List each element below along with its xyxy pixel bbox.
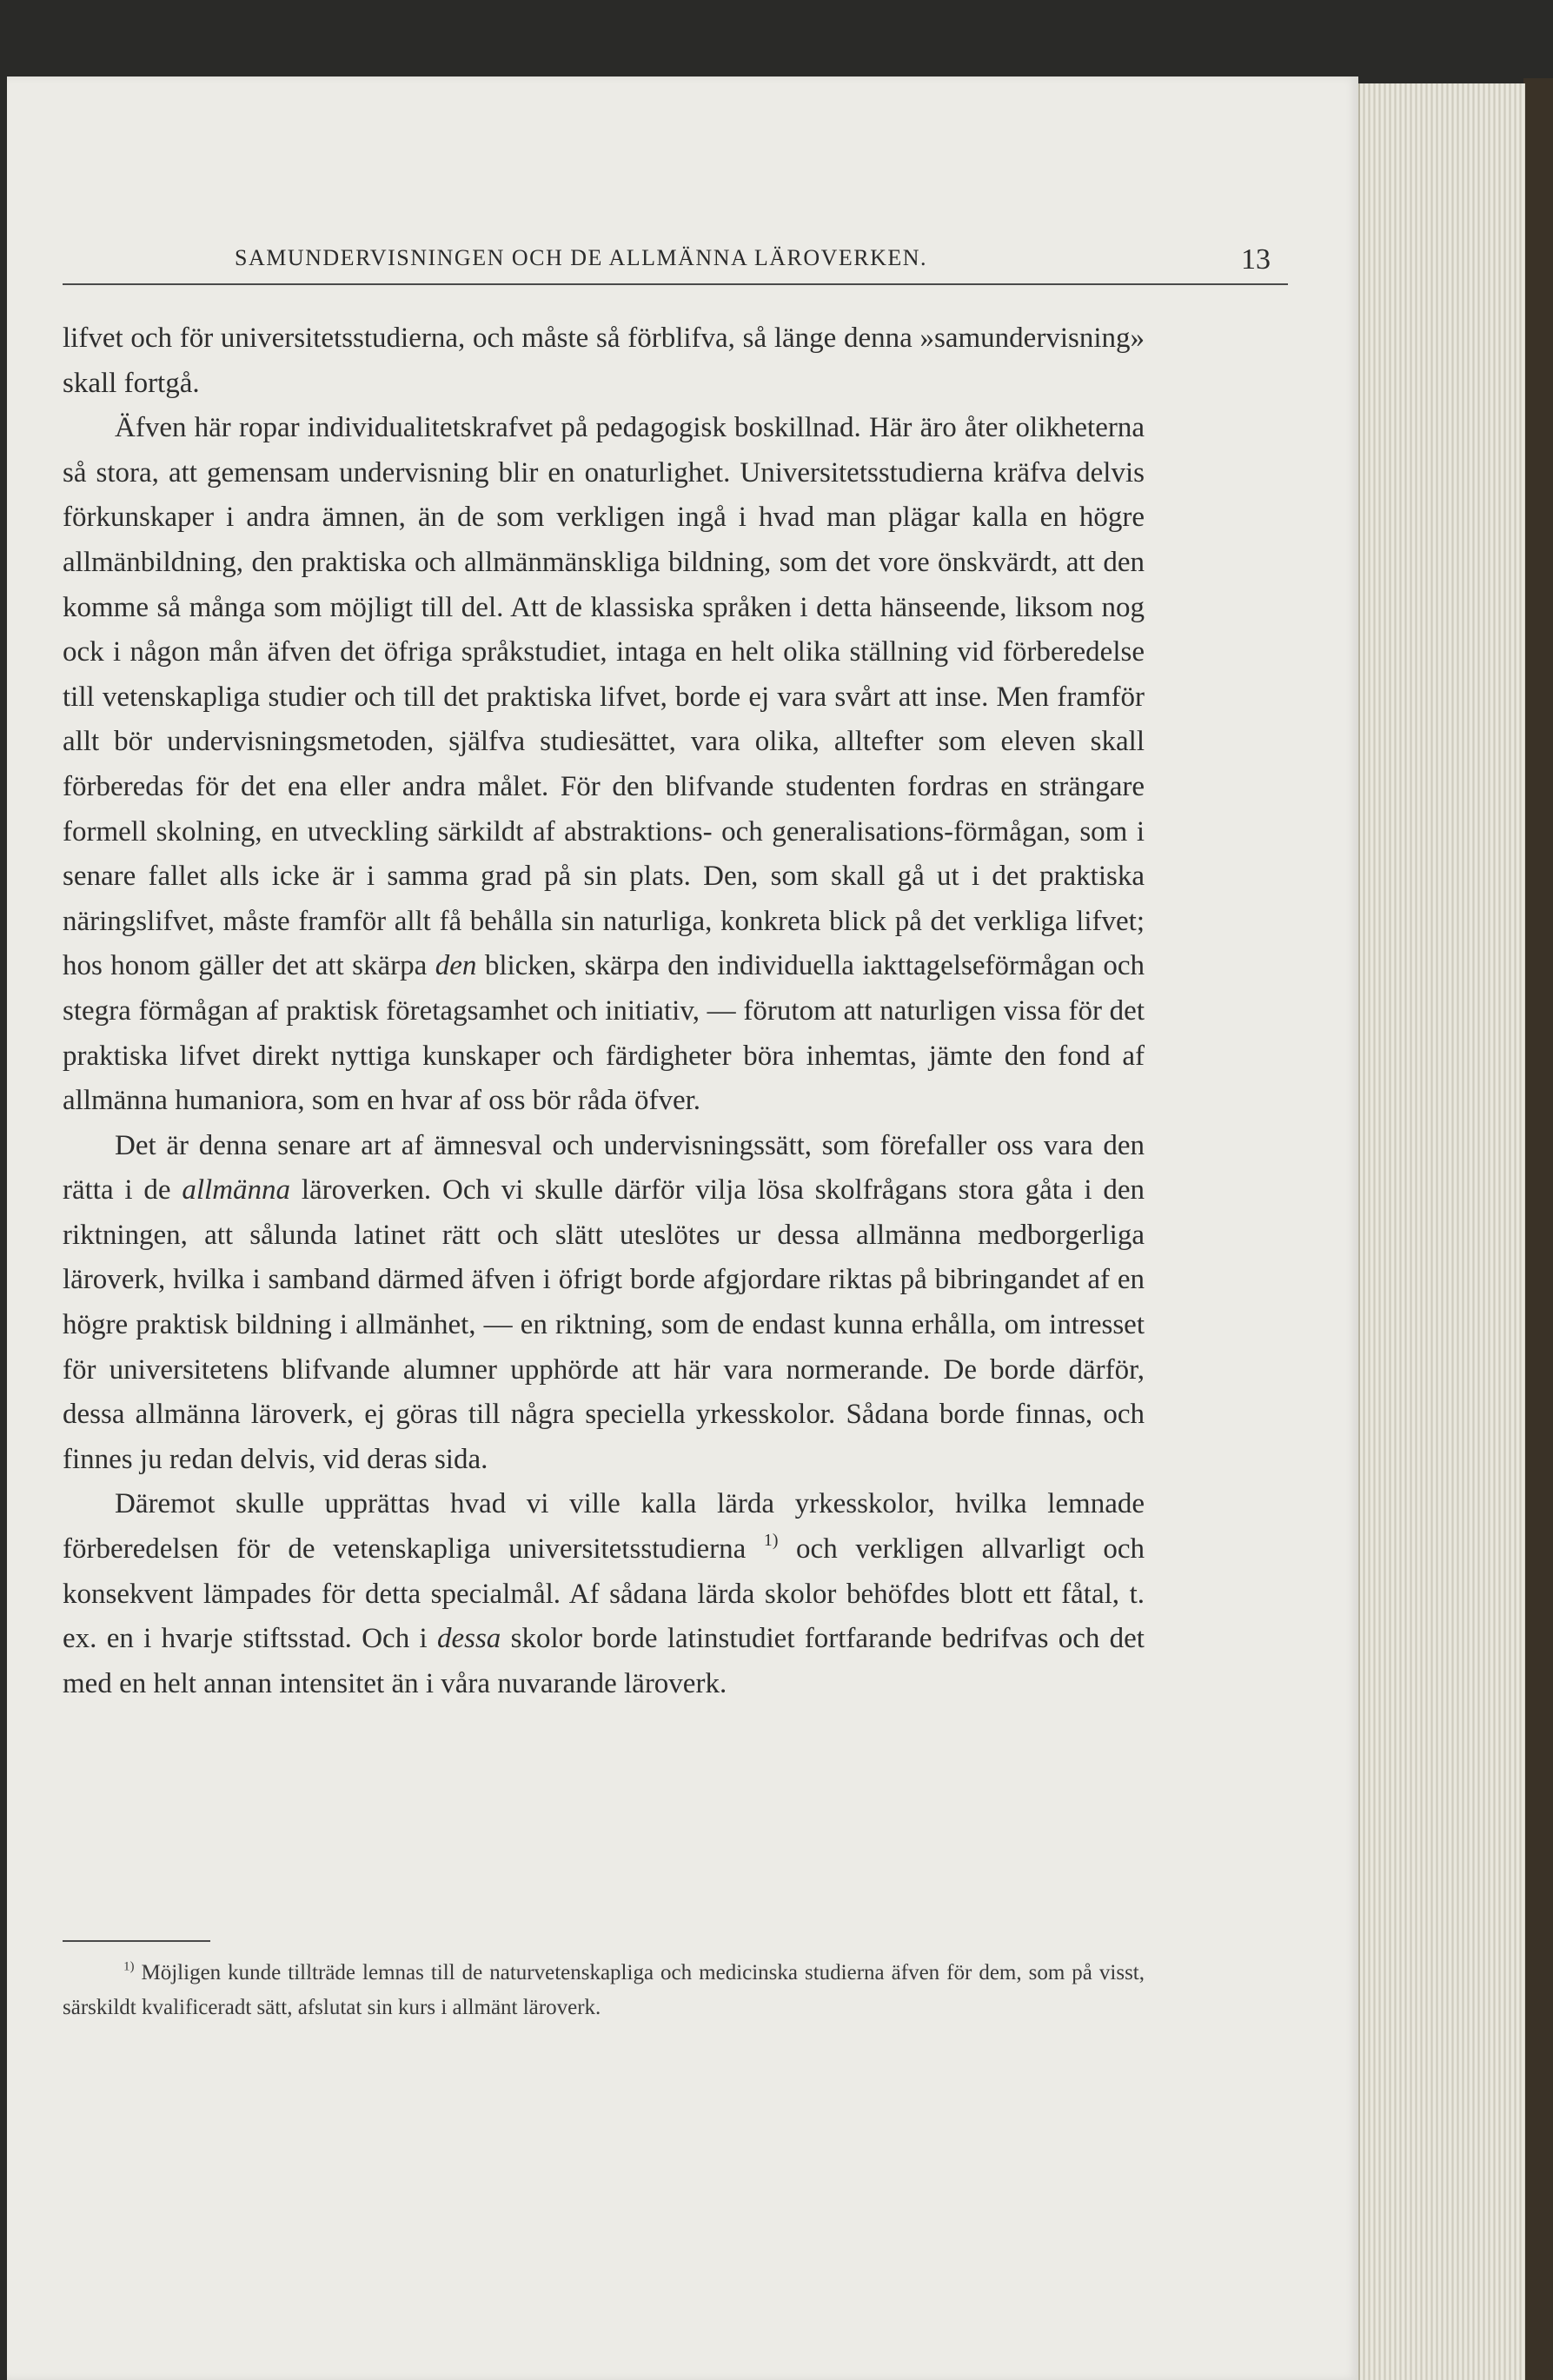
footnote-marker: 1) — [123, 1959, 135, 1974]
page-number: 13 — [1241, 243, 1271, 276]
italic-emphasis: den — [435, 950, 477, 982]
paragraph-text: skolor borde latinstudiet fortfarande bedrifvas och det med en helt annan intensitet än i våra nuvarande läroverk. — [63, 1623, 1145, 1699]
footnote-rule — [63, 1940, 210, 1942]
paragraph-text: Det är denna senare art af ämnesval och undervisningssätt, som förefaller oss vara den rätta i de — [63, 1129, 1145, 1207]
paragraph-text: blicken, skärpa den individuella iakttagelseförmågan och stegra förmågan af praktisk företagsamhet och initiativ, — förutom att naturligen vissa för det praktiska lifvet direkt nyttiga kunskaper och färdigheter böra inhemtas, jämte den fond af allmänna humaniora, som en hvar af oss bör råda öfver. — [63, 950, 1145, 1117]
paragraph — [63, 1124, 1145, 1483]
italic-emphasis: dessa — [436, 1623, 501, 1655]
paragraph-text: och verkligen allvarligt och konsekvent lämpades för detta specialmål. Af sådana lärda skolor behöfdes blott ett fåtal, t. ex. en i hvarje stiftsstad. Och i — [63, 1533, 1145, 1655]
footnote — [63, 1956, 1145, 2025]
footnote-text: Möjligen kunde tillträde lemnas till de naturvetenskapliga och medicinska studierna äfven för dem, som på visst, särskildt kvalificeradt sätt, afslutat sin kurs i allmänt läroverk. — [63, 1961, 1145, 2019]
paragraph-text: lifvet och för universitetsstudierna, och måste så förblifva, så länge denna »samundervisning» skall fortgå. — [63, 322, 1145, 399]
scan-background-top — [0, 0, 1553, 78]
paragraph-text: Äfven här ropar individualitetskrafvet på pedagogisk boskillnad. Här äro åter olikheterna så stora, att gemensam undervisning blir en onaturlighet. Universitetsstudierna kräfva delvis förkunskaper i andra ämnen, än de som verkligen ingå i hvad man plägar kalla en högre allmänbildning, den praktiska och allmänmänskliga bildning, som det vore önskvärdt, att den komme så många som möjligt till del. Att de klassiska språken i detta hänseende, liksom nog ock i någon mån äfven det öfriga språkstudiet, intaga en helt olika ställning vid förberedelse till vetenskapliga studier och till det praktiska lifvet, borde ej vara svårt att inse. Men framför allt bör undervisningsmetoden, själfva studiesättet, vara olika, alltefter som eleven skall förberedas för det ena eller andra målet. För den blifvande studenten fordras en strängare formell skolning, en utveckling särkildt af abstraktions- och generalisations-förmågan, som i senare fallet alls icke är i samma grad på sin plats. Den, som skall gå ut i det praktiska näringslifvet, måste framför allt få behålla sin naturliga, konkreta blick på det verkliga lifvet; hos honom gäller det att skärpa — [63, 412, 1145, 982]
book-cover-edge — [1523, 78, 1553, 2380]
paragraph-text: läroverken. Och vi skulle därför vilja lösa skolfrågans stora gåta i den riktningen, att sålunda latinet rätt och slätt uteslötes ur dessa allmänna medborgerliga läroverk, hvilka i samband därmed äfven i öfrigt borde afgjordare riktas på bibringandet af en högre praktisk bildning i allmänhet, — en riktning, som de endast kunna erhålla, om intresset för universitetens blifvande alumner upphörde att här vara normerande. De borde därför, dessa allmänna läroverk, ej göras till några speciella yrkesskolor. Sådana borde finnas, och finnes ju redan delvis, vid deras sida. — [63, 1174, 1145, 1475]
italic-emphasis: allmänna — [182, 1174, 291, 1207]
footnote-paragraph — [63, 1956, 1145, 2025]
running-head: SAMUNDERVISNINGEN OCH DE ALLMÄNNA LÄROVERKEN. — [235, 245, 928, 270]
header-rule — [63, 283, 1288, 285]
paragraph — [63, 406, 1145, 1124]
footnote-reference[interactable]: 1) — [763, 1531, 779, 1551]
paragraph-text: Däremot skulle upprättas hvad vi ville kalla lärda yrkesskolor, hvilka lemnade förberedelsen för de vetenskapliga universitetsstudierna — [63, 1488, 1145, 1566]
paragraph — [63, 316, 1145, 406]
paragraph — [63, 1482, 1145, 1706]
body-text — [63, 316, 1145, 1706]
page-fore-edge — [1358, 83, 1525, 2380]
